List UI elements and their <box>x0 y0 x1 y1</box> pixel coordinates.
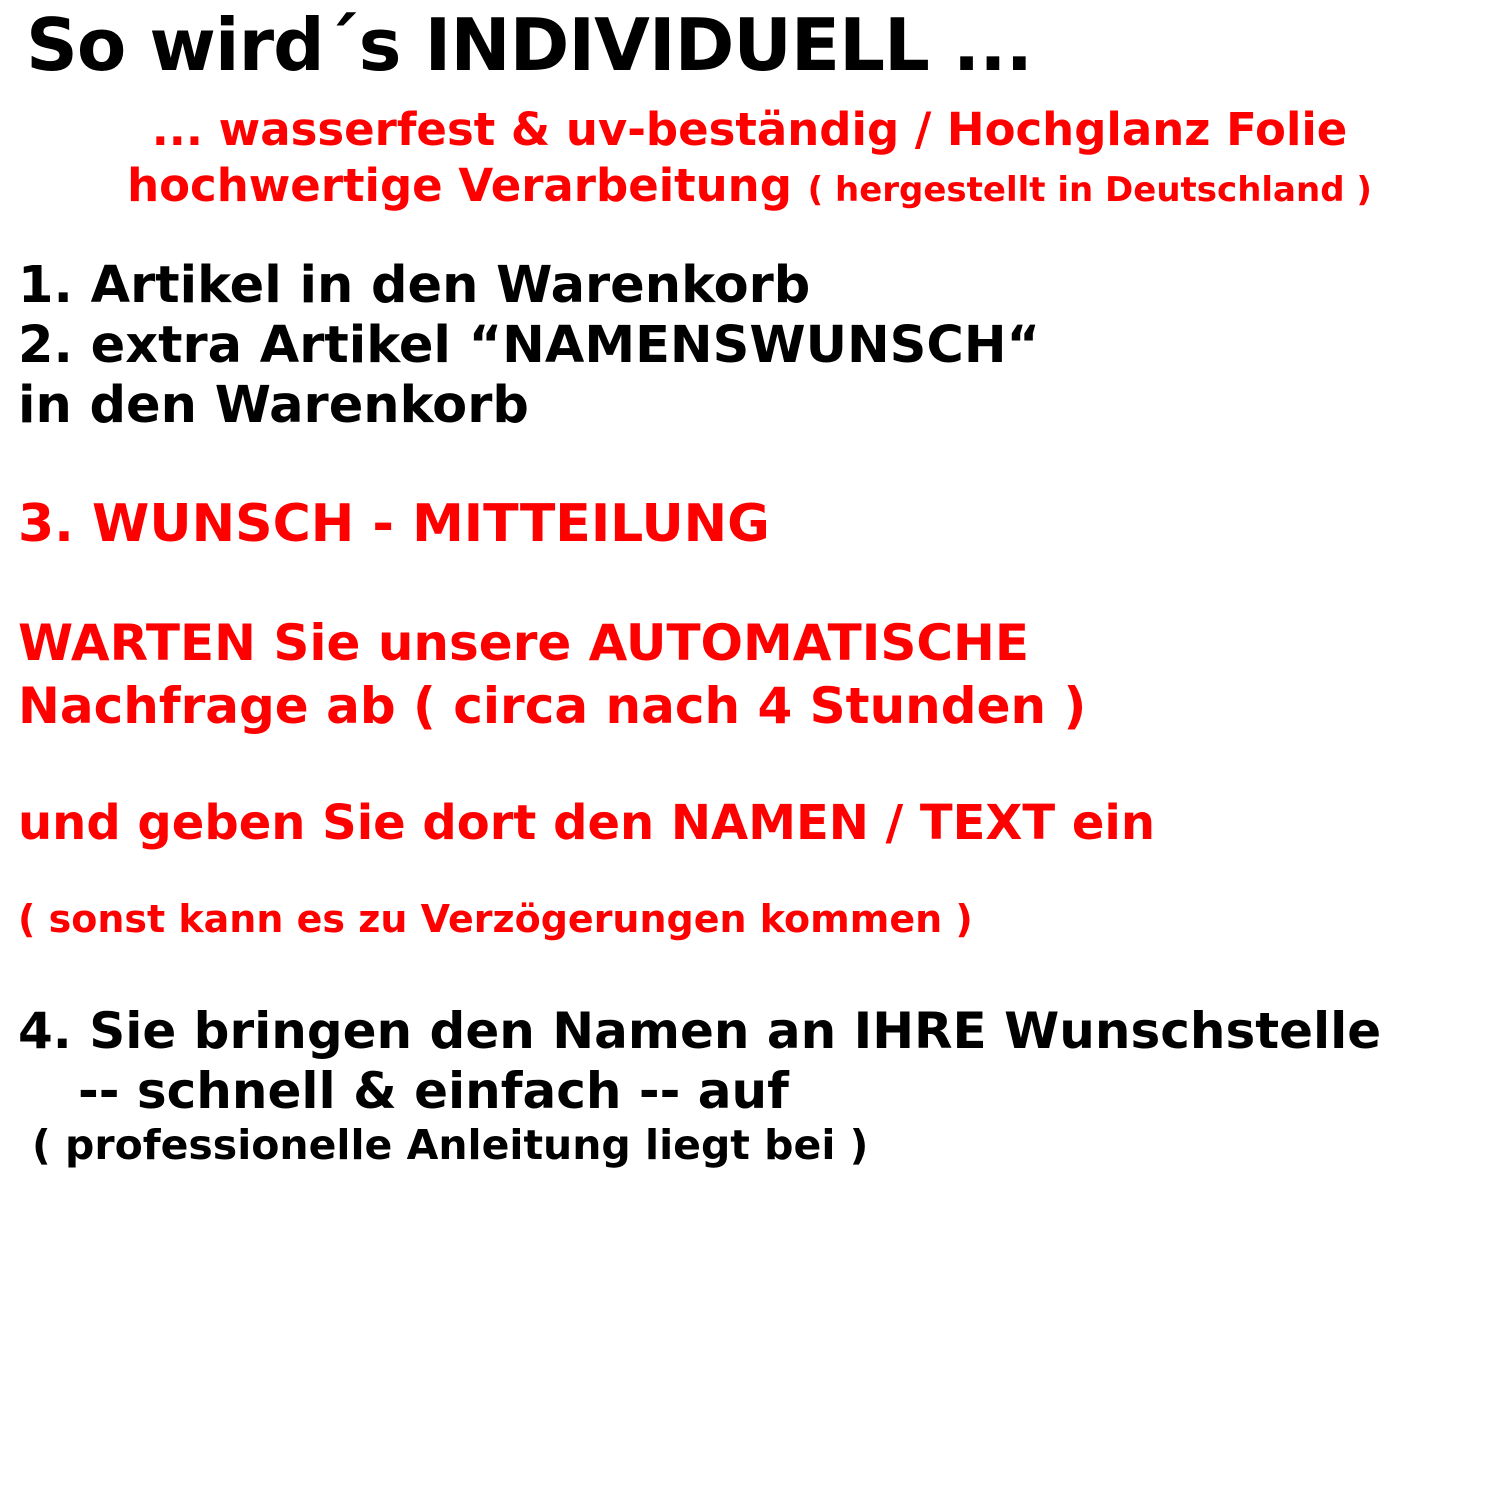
step-4-line-3: ( professionelle Anleitung liegt bei ) <box>32 1120 869 1169</box>
step-3: 3. WUNSCH - MITTEILUNG <box>18 493 770 554</box>
spacer-after-step-3 <box>18 554 1481 612</box>
step-2-line-2: in den Warenkorb <box>18 376 529 436</box>
warning-line-3: und geben Sie dort den NAMEN / TEXT ein <box>18 795 1156 852</box>
warning-line-1: WARTEN Sie unsere AUTOMATISCHE <box>18 614 1030 673</box>
subtitle-block <box>18 102 1481 215</box>
step-2-line-1: 2. extra Artikel “NAMENSWUNSCH“ <box>18 316 1041 376</box>
spacer-after-warning <box>18 737 1481 795</box>
warning-line-2: Nachfrage ab ( circa nach 4 Stunden ) <box>18 676 1087 735</box>
subtitle-line-2-note: ( hergestellt in Deutschland ) <box>807 169 1372 210</box>
step-4-line-1: 4. Sie bringen den Namen an IHRE Wunschstelle <box>18 1001 1382 1060</box>
subtitle-line-2-main: hochwertige Verarbeitung <box>127 158 792 212</box>
spacer-after-step-2 <box>18 437 1481 495</box>
spacer-before-note <box>18 853 1481 897</box>
subtitle-line-2 <box>18 158 1481 214</box>
subtitle-line-1: ... wasserfest & uv-beständig / Hochglanz Folie <box>151 102 1348 156</box>
steps-list <box>18 256 1481 1170</box>
spacer-before-step-4 <box>18 943 1481 1001</box>
step-1: 1. Artikel in den Warenkorb <box>18 256 811 316</box>
step-4-line-2: -- schnell & einfach -- auf <box>78 1061 789 1120</box>
warning-line-4: ( sonst kann es zu Verzögerungen kommen ) <box>18 897 973 941</box>
page-title: So wird´s INDIVIDUELL ... <box>26 3 1032 87</box>
